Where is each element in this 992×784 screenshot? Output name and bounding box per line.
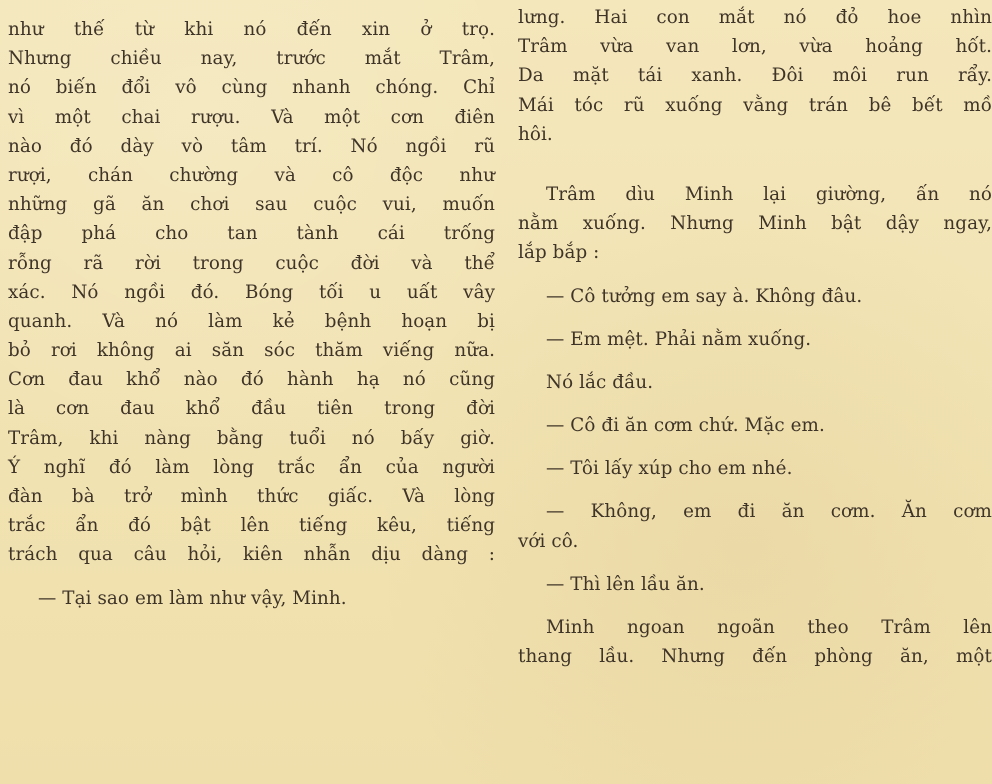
right-line-1: lưng. Hai con mắt nó đỏ hoe nhìn (518, 7, 992, 28)
right-line-3: Da mặt tái xanh. Đôi môi run rẩy. (518, 65, 992, 87)
left-line-8: đập phá cho tan tành cái trống (8, 223, 495, 245)
right-line-5: hôi. (518, 123, 553, 145)
right-line-7: nằm xuống. Nhưng Minh bật dậy ngay, (518, 213, 992, 235)
left-line-13: Cơn đau khổ nào đó hành hạ nó cũng (8, 369, 495, 391)
right-line-6: Trâm dìu Minh lại giường, ấn nó (546, 183, 992, 205)
right-line-15: với cô. (518, 530, 579, 552)
left-line-11: quanh. Và nó làm kẻ bệnh hoạn bị (8, 310, 495, 332)
left-text-column (8, 0, 495, 609)
right-line-12: — Cô đi ăn cơm chứ. Mặc em. (546, 415, 825, 437)
right-line-10: — Em mệt. Phải nằm xuống. (546, 328, 812, 350)
left-line-14: là cơn đau khổ đầu tiên trong đời (8, 398, 495, 420)
right-line-18: thang lầu. Nhưng đến phòng ăn, một (518, 646, 992, 668)
left-line-17: đàn bà trở mình thức giấc. Và lòng (8, 486, 495, 507)
left-line-4: vì một chai rượu. Và một cơn điên (8, 106, 495, 128)
right-line-16: — Thì lên lầu ăn. (546, 573, 705, 595)
right-line-2: Trâm vừa van lơn, vừa hoảng hốt. (518, 36, 992, 58)
left-line-16: Ý nghĩ đó làm lòng trắc ẩn của người (8, 456, 495, 478)
left-line-5: nào đó dày vò tâm trí. Nó ngồi rũ (8, 135, 495, 157)
left-line-7: những gã ăn chơi sau cuộc vui, muốn (8, 194, 495, 216)
left-line-9: rỗng rã rời trong cuộc đời và thể (8, 252, 495, 274)
left-line-18: trắc ẩn đó bật lên tiếng kêu, tiếng (8, 515, 495, 537)
left-line-15: Trâm, khi nàng bằng tuổi nó bấy giờ. (8, 427, 495, 449)
left-line-10: xác. Nó ngồi đó. Bóng tối u uất vây (8, 281, 495, 303)
left-line-2: Nhưng chiều nay, trước mắt Trâm, (8, 48, 495, 70)
left-line-1: như thế từ khi nó đến xin ở trọ. (8, 19, 495, 40)
right-line-13: — Tôi lấy xúp cho em nhé. (546, 458, 793, 480)
right-line-11: Nó lắc đầu. (546, 371, 654, 393)
right-line-14: — Không, em đi ăn cơm. Ăn cơm (546, 501, 992, 523)
left-line-20: — Tại sao em làm như vậy, Minh. (38, 587, 347, 609)
left-line-3: nó biến đổi vô cùng nhanh chóng. Chỉ (8, 77, 495, 99)
left-line-6: rượi, chán chường và cô độc như (8, 164, 495, 186)
right-text-column (518, 0, 992, 668)
right-line-9: — Cô tưởng em say à. Không đâu. (546, 285, 863, 307)
left-line-12: bỏ rơi không ai săn sóc thăm viếng nữa. (8, 340, 495, 362)
right-line-17: Minh ngoan ngoãn theo Trâm lên (546, 617, 992, 638)
right-line-4: Mái tóc rũ xuống vằng trán bê bết mồ (518, 94, 992, 116)
left-line-19: trách qua câu hỏi, kiên nhẫn dịu dàng : (8, 544, 495, 566)
right-line-8: lắp bắp : (518, 242, 600, 264)
